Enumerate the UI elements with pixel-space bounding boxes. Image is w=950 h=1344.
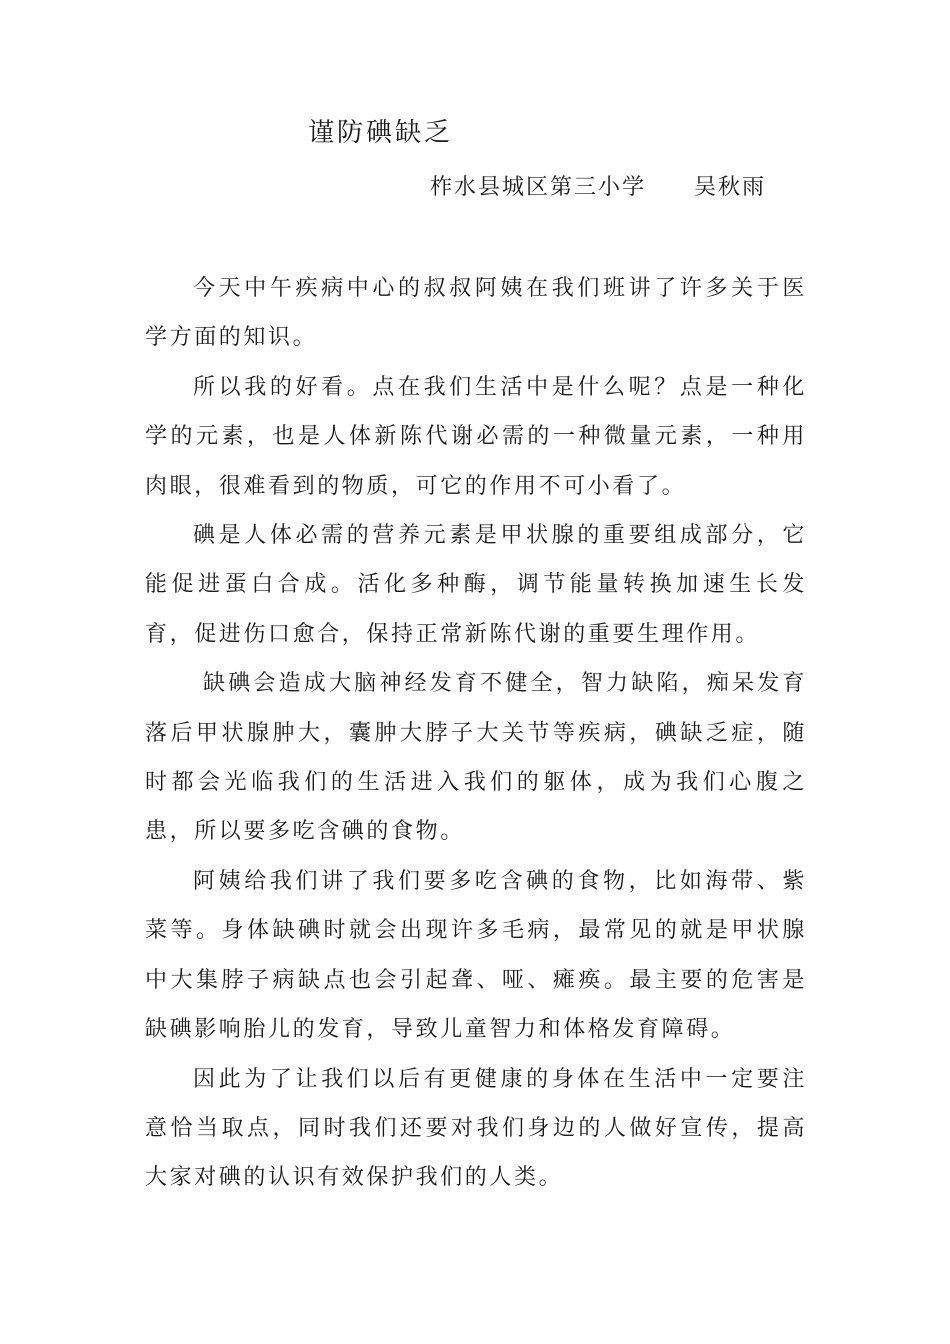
- document-body: [145, 264, 807, 1203]
- author-name: 吴秋雨: [694, 175, 767, 200]
- paragraph-3: 碘是人体必需的营养元素是甲状腺的重要组成部分，它能促进蛋白合成。活化多种酶，调节能量转换加速生长发育，促进伤口愈合，保持正常新陈代谢的重要生理作用。: [145, 523, 807, 647]
- paragraph-1: 今天中午疾病中心的叔叔阿姨在我们班讲了许多关于医学方面的知识。: [145, 276, 807, 351]
- document-title: 谨防碘缺乏: [308, 118, 454, 148]
- paragraph-4: 缺碘会造成大脑神经发育不健全，智力缺陷，痴呆发育落后甲状腺肿大，囊肿大脖子大关节等疾病，碘缺乏症，随时都会光临我们的生活进入我们的躯体，成为我们心腹之患，所以要多吃含碘的食物。: [145, 671, 807, 845]
- paragraph-5: 阿姨给我们讲了我们要多吃含碘的食物，比如海带、紫菜等。身体缺碘时就会出现许多毛病，最常见的就是甲状腺中大集脖子病缺点也会引起聋、哑、瘫痪。最主要的危害是缺碘影响胎儿的发育，导致儿童智力和体格发育障碍。: [145, 868, 807, 1043]
- author-byline: [430, 170, 766, 201]
- paragraph-2: 所以我的好看。点在我们生活中是什么呢？点是一种化学的元素，也是人体新陈代谢必需的一种微量元素，一种用肉眼，很难看到的物质，可它的作用不可小看了。: [145, 374, 807, 499]
- paragraph-6: 因此为了让我们以后有更健康的身体在生活中一定要注意恰当取点，同时我们还要对我们身边的人做好宣传，提高大家对碘的认识有效保护我们的人类。: [145, 1066, 807, 1191]
- author-school: 柞水县城区第三小学: [430, 175, 647, 200]
